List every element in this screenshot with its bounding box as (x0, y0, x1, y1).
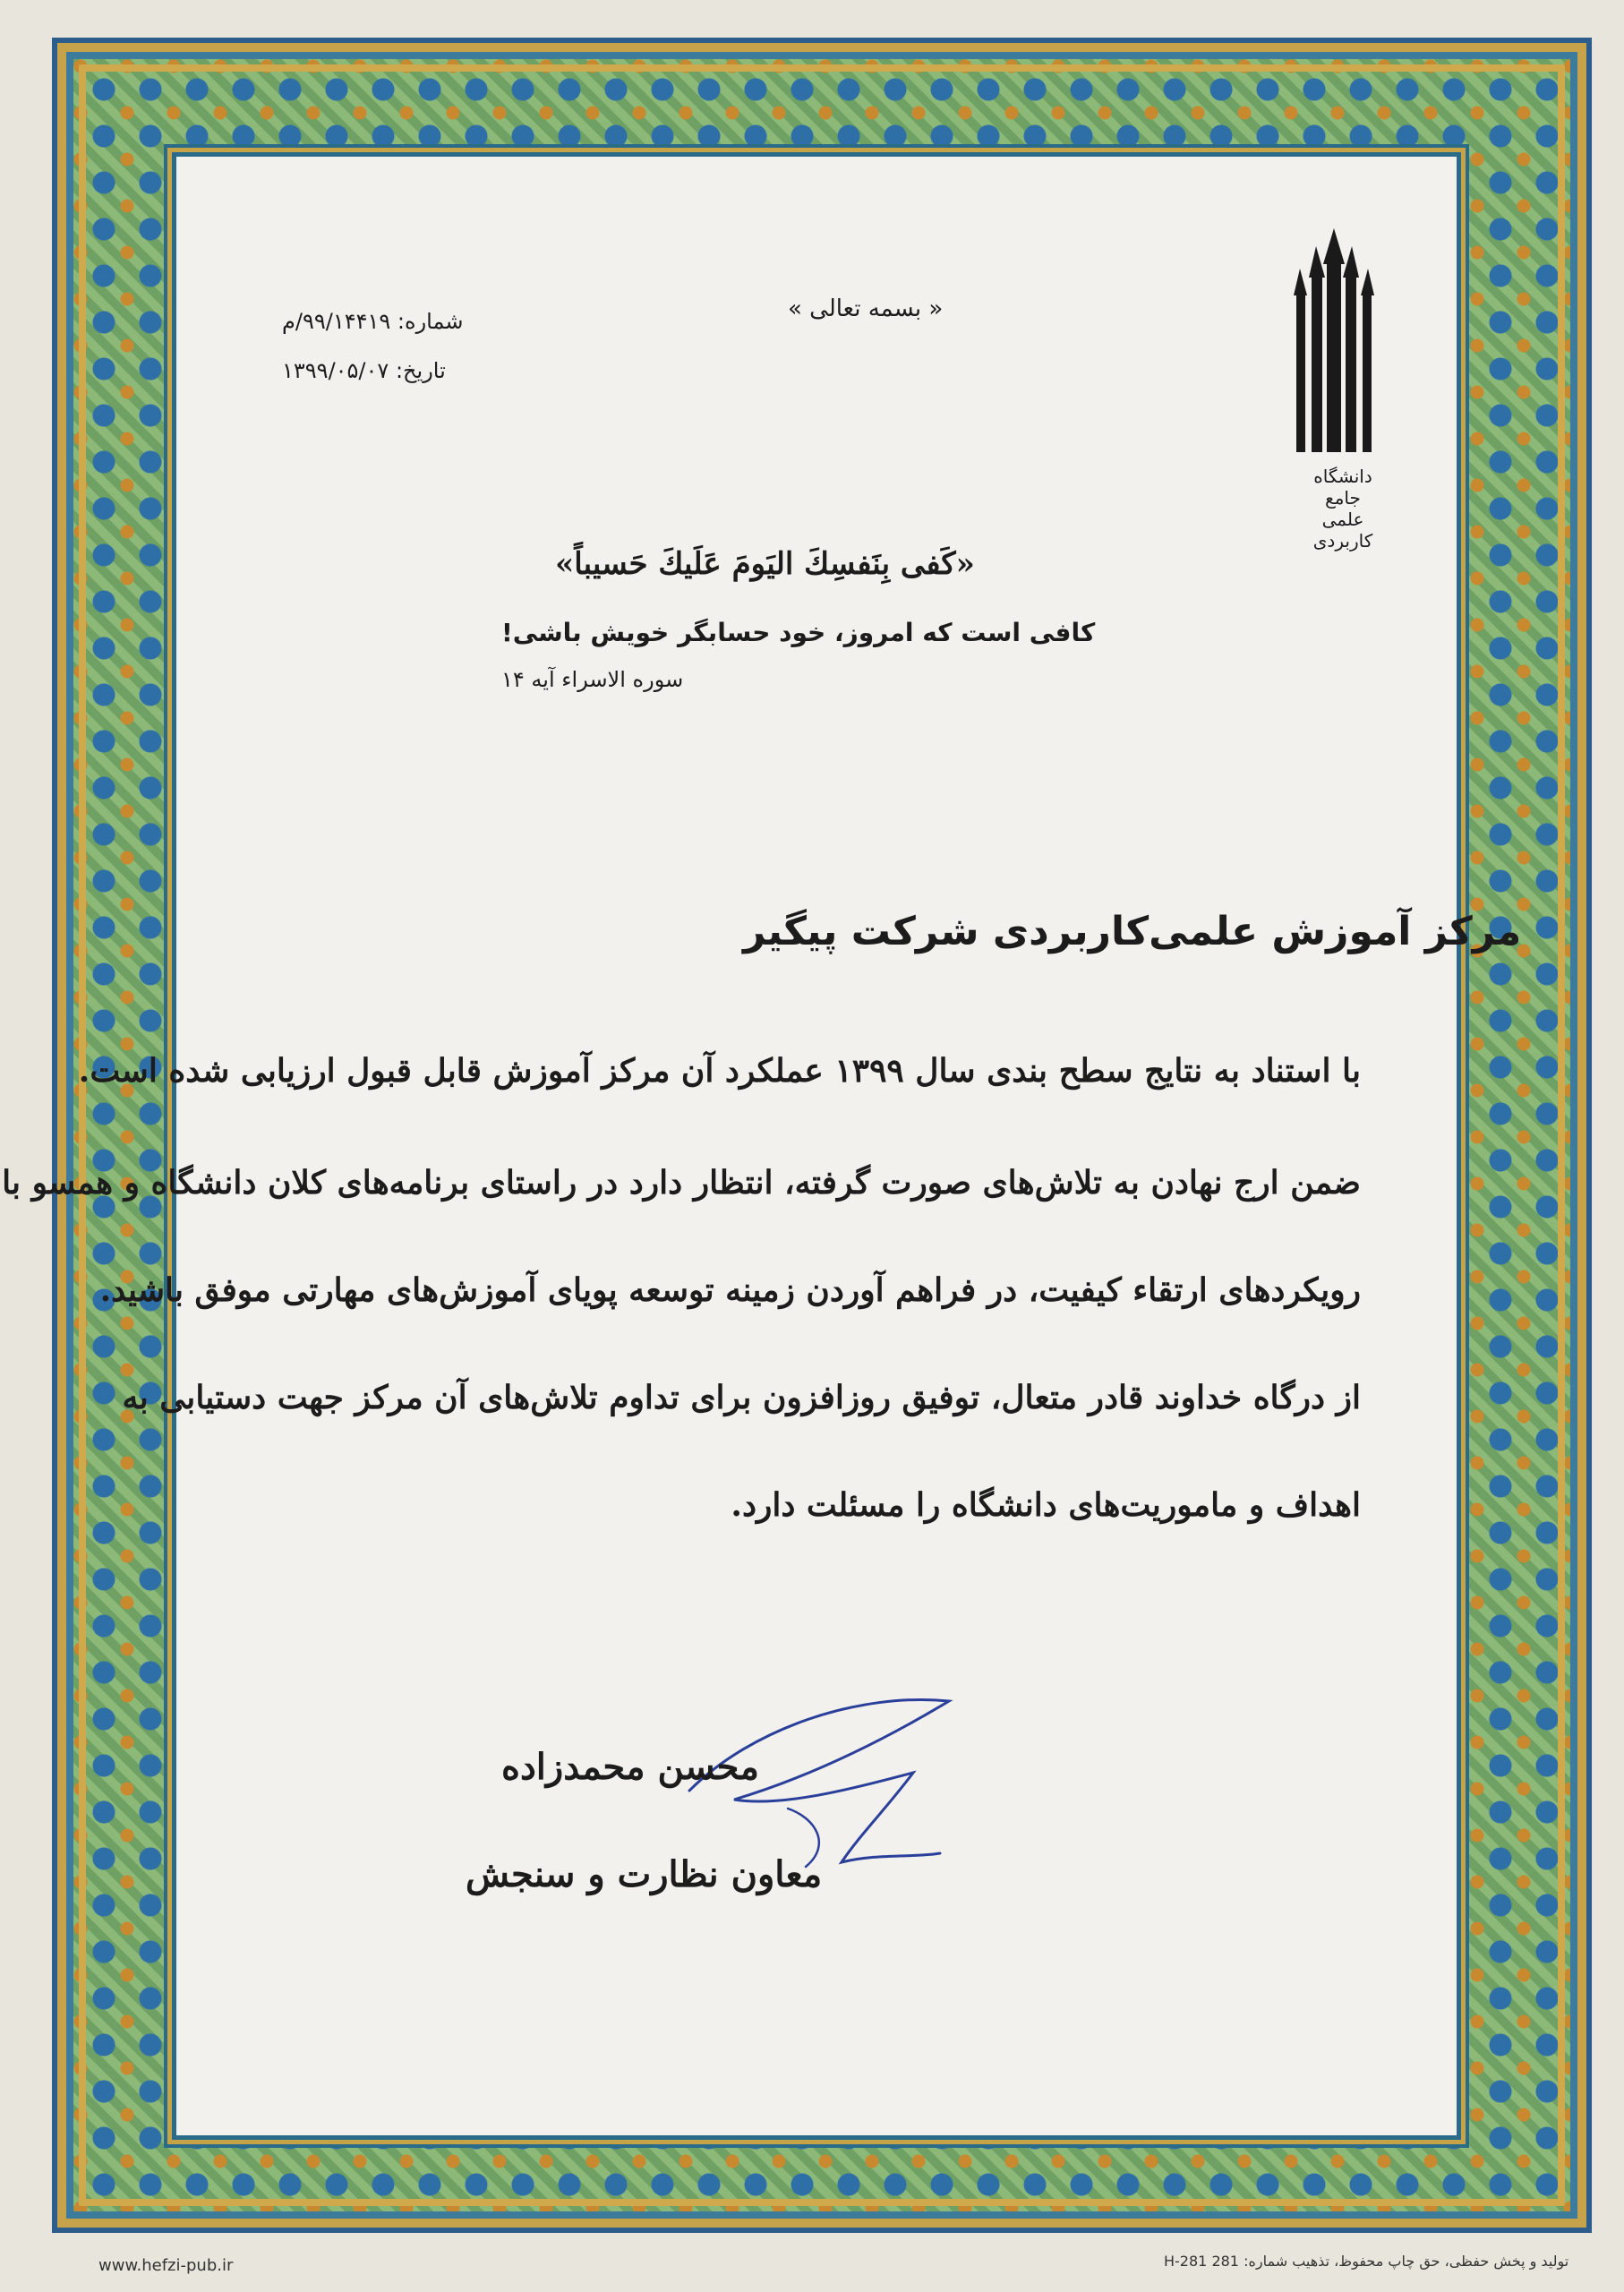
footer-print-info: H-281 تولید و پخش حفظی، حق چاپ محفوظ، تذهیب شماره: 281 (1164, 2253, 1569, 2270)
body-line-2: ضمن ارج نهادن به تلاش‌های صورت گرفته، انتظار دارد در راستای برنامه‌های کلان دانشگاه و همسو با (2, 1164, 1361, 1202)
verse-arabic: «كَفى بِنَفسِكَ اليَومَ عَلَيكَ حَسيباً» (555, 546, 975, 582)
logo-caption: دانشگاه جامع علمی کاربردی (1312, 466, 1373, 552)
verse-reference: سوره الاسراء آیه ۱۴ (501, 667, 684, 692)
verse-persian-translation: کافی است که امروز، خود حسابگر خویش باشی! (501, 618, 1096, 647)
basmala-heading: « بسمه تعالی » (788, 295, 944, 322)
date-label: تاریخ: (395, 358, 446, 383)
letter-number (282, 309, 463, 334)
recipient-title: مرکز آموزش علمی‌کاربردی شرکت پیگیر (743, 909, 1522, 954)
footer-url: www.hefzi-pub.ir (98, 2256, 234, 2275)
date-value: ۱۳۹۹/۰۵/۰۷ (282, 358, 389, 383)
body-line-3: رویکردهای ارتقاء کیفیت، در فراهم آوردن زمینه توسعه پویای آموزش‌های مهارتی موفق باشید. (99, 1271, 1361, 1309)
number-label: شماره: (397, 309, 464, 334)
body-line-5: اهداف و ماموریت‌های دانشگاه را مسئلت دارد. (731, 1486, 1361, 1524)
signer-title: معاون نظارت و سنجش (466, 1853, 823, 1895)
body-line-1: با استناد به نتایج سطح بندی سال ۱۳۹۹ عملکرد آن مرکز آموزش قابل قبول ارزیابی شده است. (78, 1052, 1361, 1090)
number-value: ۹۹/۱۴۴۱۹/م (282, 309, 391, 334)
signer-name: محسن محمدزاده (501, 1746, 759, 1788)
letter-date (282, 358, 446, 383)
body-line-4: از درگاه خداوند قادر متعال، توفیق روزافزون برای تداوم تلاش‌های آن مرکز جهت دستیابی به (122, 1379, 1361, 1416)
